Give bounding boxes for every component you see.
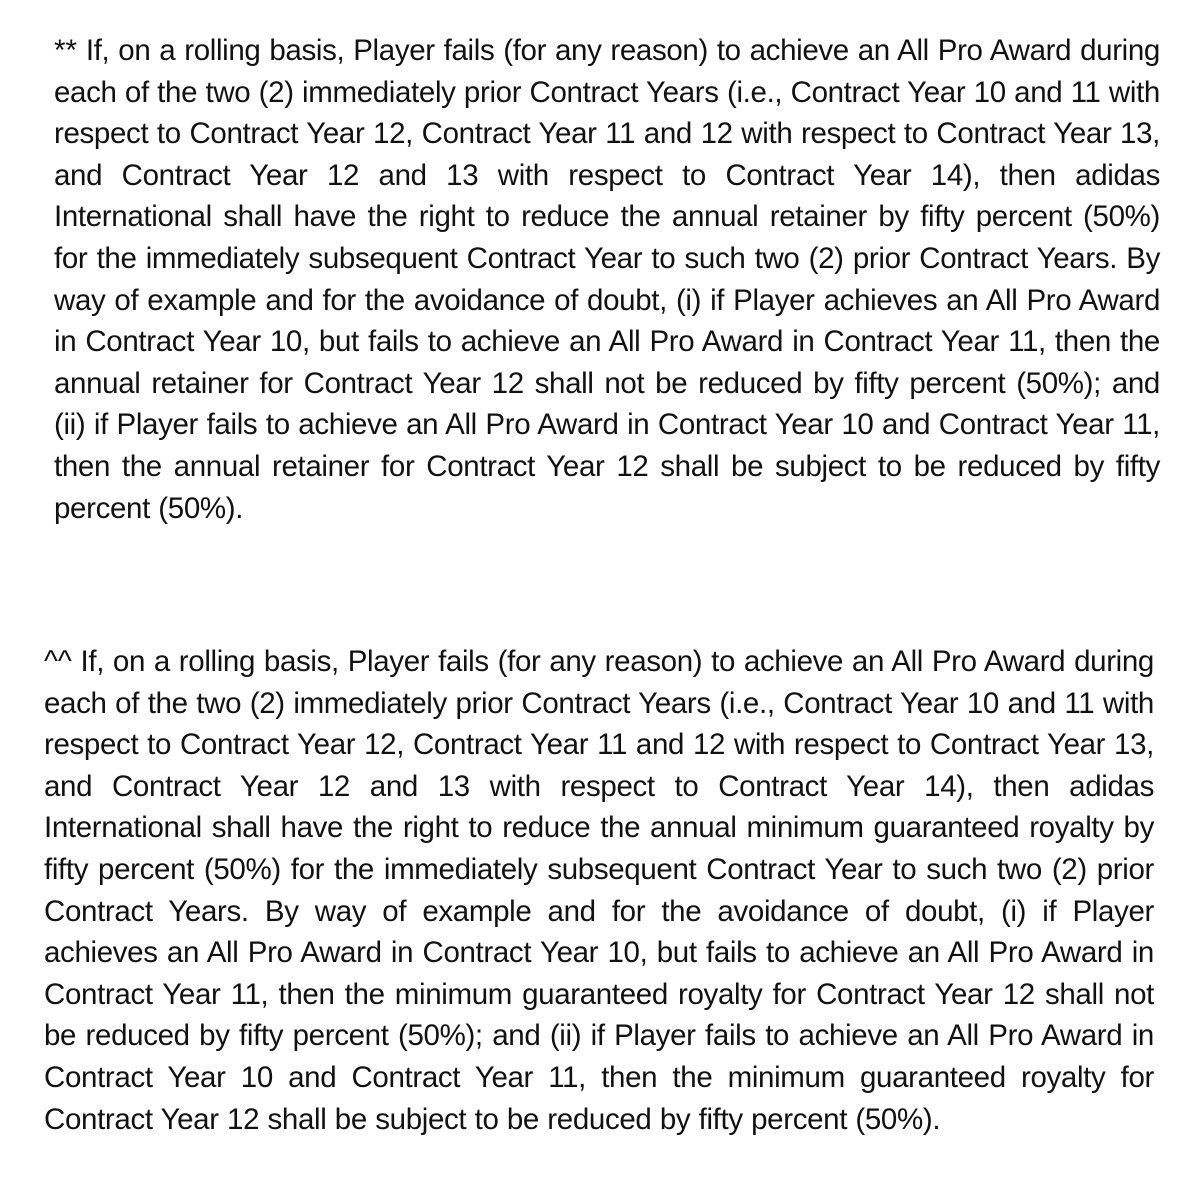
clause-text: If, on a rolling basis, Player fails (for any reason) to achieve an All Pro Award during each of the two (2) immediately prior Contract Years (i.e., Contract Year 10 and 11 with respect to Contract Year 12, Contract Year 11 and 12 with respect to Contract Year 13, and Contract Year 12 and 13 with respect to Contract Year 14), then adidas International shall have the right to reduce the annual minimum guaranteed royalty by fifty percent (50%) for the immediately subsequent Contract Year to such two (2) prior Contract Years. By way of example and for the avoidance of doubt, (i) if Player achieves an All Pro Award in Contract Year 10, but fails to achieve an All Pro Award in Contract Year 11, then the minimum guaranteed royalty for Contract Year 12 shall not be reduced by fifty percent (50%); and (ii) if Player fails to achieve an All Pro Award in Contract Year 10 and Contract Year 11, then the minimum guaranteed royalty for Contract Year 12 shall be subject to be reduced by fifty percent (50%). bbox=[44, 645, 1154, 1136]
clause-text: If, on a rolling basis, Player fails (for any reason) to achieve an All Pro Award during each of the two (2) immediately prior Contract Years (i.e., Contract Year 10 and 11 with respect to Contract Year 12, Contract Year 11 and 12 with respect to Contract Year 13, and Contract Year 12 and 13 with respect to Contract Year 14), then adidas International shall have the right to reduce the annual retainer by fifty percent (50%) for the immediately subsequent Contract Year to such two (2) prior Contract Years. By way of example and for the avoidance of doubt, (i) if Player achieves an All Pro Award in Contract Year 10, but fails to achieve an All Pro Award in Contract Year 11, then the annual retainer for Contract Year 12 shall not be reduced by fifty percent (50%); and (ii) if Player fails to achieve an All Pro Award in Contract Year 10 and Contract Year 11, then the annual retainer for Contract Year 12 shall be subject to be reduced by fifty percent (50%). bbox=[54, 34, 1160, 525]
clause-marker: ^^ bbox=[44, 645, 72, 678]
clause-all-pro-annual-retainer bbox=[54, 30, 1160, 529]
clause-all-pro-minimum-guaranteed-royalty bbox=[44, 641, 1154, 1140]
clause-marker: ** bbox=[54, 34, 77, 67]
